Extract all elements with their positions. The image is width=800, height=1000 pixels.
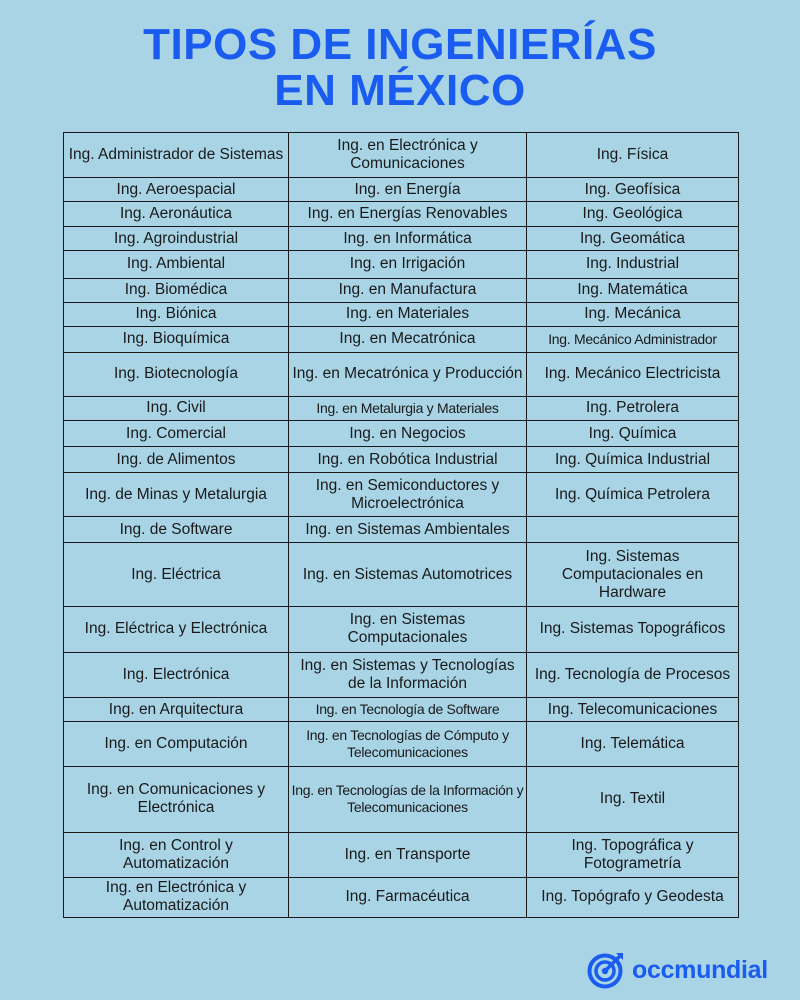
table-cell: Ing. en Comunicaciones y Electrónica <box>64 767 289 832</box>
table-cell: Ing. en Sistemas y Tecnologías de la Información <box>289 652 527 697</box>
table-cell: Ing. en Informática <box>289 227 527 251</box>
table-cell: Ing. Farmacéutica <box>289 877 527 917</box>
table-cell: Ing. Biomédica <box>64 278 289 302</box>
page-title <box>0 22 800 114</box>
table-cell: Ing. Mecánico Administrador <box>527 326 739 352</box>
table-cell: Ing. en Mecatrónica <box>289 326 527 352</box>
table-row <box>64 133 739 178</box>
table-cell: Ing. Telecomunicaciones <box>527 698 739 722</box>
table-row <box>64 352 739 396</box>
table-cell: Ing. Geomática <box>527 227 739 251</box>
table-row <box>64 178 739 202</box>
table-cell: Ing. en Electrónica y Comunicaciones <box>289 133 527 178</box>
table-cell: Ing. Administrador de Sistemas <box>64 133 289 178</box>
target-icon <box>586 950 626 990</box>
table-cell: Ing. en Sistemas Automotrices <box>289 543 527 606</box>
table-cell: Ing. en Energías Renovables <box>289 202 527 227</box>
table-cell: Ing. Sistemas Computacionales en Hardware <box>527 543 739 606</box>
table-cell: Ing. Telemática <box>527 722 739 767</box>
table-cell: Ing. Sistemas Topográficos <box>527 606 739 652</box>
table-cell <box>527 517 739 543</box>
table-cell: Ing. Eléctrica <box>64 543 289 606</box>
table-cell: Ing. en Control y Automatización <box>64 832 289 877</box>
table-cell: Ing. Industrial <box>527 251 739 278</box>
table-cell: Ing. en Materiales <box>289 302 527 326</box>
table-row <box>64 473 739 517</box>
table-cell: Ing. Aeronáutica <box>64 202 289 227</box>
table-cell: Ing. Química Industrial <box>527 447 739 473</box>
table-row <box>64 832 739 877</box>
table-cell: Ing. en Metalurgia y Materiales <box>289 396 527 420</box>
table-cell: Ing. Topográfica y Fotogrametría <box>527 832 739 877</box>
table-cell: Ing. en Arquitectura <box>64 698 289 722</box>
table-cell: Ing. en Sistemas Ambientales <box>289 517 527 543</box>
table-cell: Ing. Geológica <box>527 202 739 227</box>
table-row <box>64 447 739 473</box>
table-cell: Ing. en Irrigación <box>289 251 527 278</box>
table-cell: Ing. Biotecnología <box>64 352 289 396</box>
table-cell: Ing. Petrolera <box>527 396 739 420</box>
table-cell: Ing. Biónica <box>64 302 289 326</box>
table-cell: Ing. en Sistemas Computacionales <box>289 606 527 652</box>
table-row <box>64 877 739 917</box>
table-cell: Ing. Química Petrolera <box>527 473 739 517</box>
table-cell: Ing. Física <box>527 133 739 178</box>
table-cell: Ing. Aeroespacial <box>64 178 289 202</box>
table-row <box>64 767 739 832</box>
table-cell: Ing. Textil <box>527 767 739 832</box>
table-row <box>64 421 739 447</box>
table-row <box>64 517 739 543</box>
table-cell: Ing. Comercial <box>64 421 289 447</box>
table-row <box>64 543 739 606</box>
table-cell: Ing. en Semiconductores y Microelectrónica <box>289 473 527 517</box>
table-row <box>64 302 739 326</box>
table-cell: Ing. en Manufactura <box>289 278 527 302</box>
table-cell: Ing. Geofísica <box>527 178 739 202</box>
table-cell: Ing. en Negocios <box>289 421 527 447</box>
table-row <box>64 606 739 652</box>
title-line-2: EN MÉXICO <box>274 66 526 115</box>
table-cell: Ing. Mecánico Electricista <box>527 352 739 396</box>
table-cell: Ing. en Electrónica y Automatización <box>64 877 289 917</box>
table-cell: Ing. Tecnología de Procesos <box>527 652 739 697</box>
table-cell: Ing. Agroindustrial <box>64 227 289 251</box>
brand-name: occmundial <box>632 955 768 984</box>
table-cell: Ing. en Energía <box>289 178 527 202</box>
title-line-1: TIPOS DE INGENIERÍAS <box>143 20 657 69</box>
table-row <box>64 396 739 420</box>
table-row <box>64 202 739 227</box>
table-cell: Ing. de Minas y Metalurgia <box>64 473 289 517</box>
table-cell: Ing. Civil <box>64 396 289 420</box>
table-cell: Ing. en Robótica Industrial <box>289 447 527 473</box>
table-cell: Ing. en Tecnología de Software <box>289 698 527 722</box>
table-row <box>64 722 739 767</box>
table-row <box>64 698 739 722</box>
table-cell: Ing. Topógrafo y Geodesta <box>527 877 739 917</box>
table-cell: Ing. en Mecatrónica y Producción <box>289 352 527 396</box>
table-row <box>64 652 739 697</box>
table-cell: Ing. en Computación <box>64 722 289 767</box>
table-cell: Ing. Eléctrica y Electrónica <box>64 606 289 652</box>
table-row <box>64 227 739 251</box>
table-cell: Ing. Electrónica <box>64 652 289 697</box>
table-cell: Ing. en Tecnologías de Cómputo y Telecomunicaciones <box>289 722 527 767</box>
table-cell: Ing. de Software <box>64 517 289 543</box>
table-cell: Ing. Mecánica <box>527 302 739 326</box>
table-cell: Ing. Bioquímica <box>64 326 289 352</box>
table-cell: Ing. Química <box>527 421 739 447</box>
table-cell: Ing. en Transporte <box>289 832 527 877</box>
table-cell: Ing. Ambiental <box>64 251 289 278</box>
table-row <box>64 278 739 302</box>
table-row <box>64 251 739 278</box>
table-cell: Ing. de Alimentos <box>64 447 289 473</box>
occmundial-logo <box>586 946 791 994</box>
table-cell: Ing. en Tecnologías de la Información y Telecomunicaciones <box>289 767 527 832</box>
engineering-table <box>63 132 739 918</box>
table-row <box>64 326 739 352</box>
table-cell: Ing. Matemática <box>527 278 739 302</box>
